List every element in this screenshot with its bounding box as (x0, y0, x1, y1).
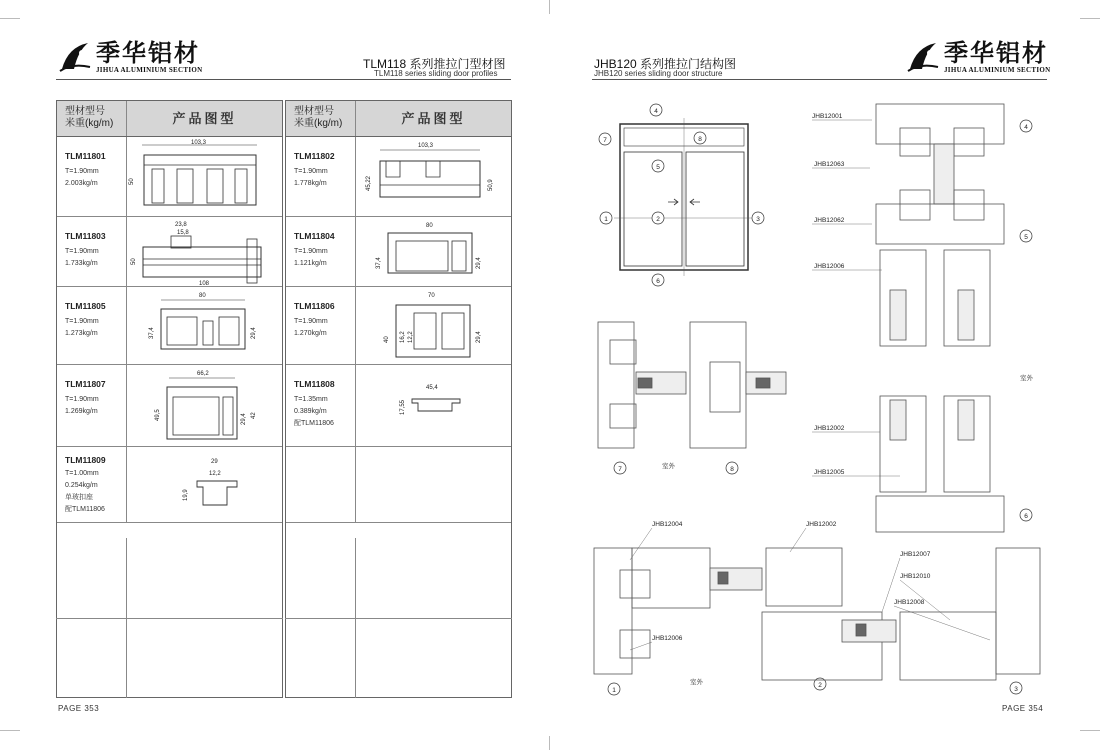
section-1-2-3 (594, 548, 1040, 680)
brand-name-cn: 季华铝材 (96, 39, 200, 67)
profile-thickness: T=1.00mm (65, 470, 99, 477)
dim-label: 12,2 (408, 331, 414, 343)
dim-label: 16,2 (400, 331, 406, 343)
profile-weight: 0.254kg/m (65, 482, 98, 489)
profile-thickness: T=1.90mm (65, 396, 99, 403)
profile-weight: 1.121kg/m (294, 260, 327, 267)
dim-label: 66,2 (197, 371, 209, 377)
section-7-8 (598, 322, 786, 448)
column-divider (355, 538, 356, 698)
dim-label: 49,5 (155, 409, 161, 421)
table-row (57, 217, 282, 287)
part-label: JHB12002 (814, 425, 845, 432)
row-divider (285, 618, 512, 619)
crop-mark (549, 0, 550, 14)
profile-code: TLM11807 (65, 379, 106, 389)
profile-drawing (356, 365, 512, 447)
part-label: JHB12001 (812, 113, 843, 120)
dim-label: 23,8 (175, 222, 187, 228)
table-row (286, 365, 511, 447)
dim-label: 12,2 (209, 471, 221, 477)
crop-mark (1080, 730, 1100, 731)
brand-mark-icon (58, 41, 92, 73)
marker-label: 8 (698, 136, 702, 143)
profile-code: TLM11806 (294, 301, 335, 311)
part-label: JHB12063 (814, 161, 845, 168)
part-label: JHB12010 (900, 573, 931, 580)
marker-label: 6 (656, 278, 660, 285)
marker-label: 5 (1024, 234, 1028, 241)
marker-label: 8 (730, 466, 734, 473)
header-rule (56, 79, 511, 80)
dim-label: 40 (384, 336, 390, 343)
right-page (550, 0, 1100, 750)
marker-label: 7 (603, 137, 607, 144)
page-title: TLM118 系列推拉门型材图 (363, 57, 506, 71)
table-row (57, 447, 282, 523)
brand-name-en: JIHUA ALUMINIUM SECTION (96, 66, 203, 74)
dim-label: 17,55 (400, 399, 406, 415)
part-label: JHB12008 (894, 599, 925, 606)
profile-weight: 1.778kg/m (294, 180, 327, 187)
crop-mark (0, 730, 20, 731)
profile-thickness: T=1.90mm (65, 318, 99, 325)
profile-code: TLM11802 (294, 151, 335, 161)
table-row (286, 447, 511, 523)
header-weight-label: 米重(kg/m) (65, 118, 114, 129)
profile-drawing (127, 137, 283, 217)
dim-label: 108 (199, 281, 210, 287)
marker-label: 3 (1014, 686, 1018, 693)
part-label: JHB12006 (652, 635, 683, 642)
profile-weight: 1.269kg/m (65, 408, 98, 415)
part-label: JHB12002 (806, 521, 837, 528)
profile-weight: 1.270kg/m (294, 330, 327, 337)
table-header (286, 101, 511, 137)
header-figure-label: 产品图型 (172, 111, 237, 126)
marker-label: 6 (1024, 513, 1028, 520)
dim-label: 103,3 (191, 140, 207, 146)
door-elevation (614, 118, 754, 276)
part-label: JHB12006 (814, 263, 845, 270)
marker-label: 1 (604, 216, 608, 223)
profile-weight: 1.733kg/m (65, 260, 98, 267)
marker-label: 2 (656, 216, 660, 223)
profile-thickness: T=1.90mm (294, 318, 328, 325)
header-model-label: 型材型号 (65, 106, 105, 117)
dim-label: 50,9 (488, 179, 494, 191)
dim-label: 80 (199, 293, 206, 299)
dim-label: 29 (211, 459, 218, 465)
profile-note: 单玻扣座 (65, 494, 93, 501)
marker-label: 2 (818, 682, 822, 689)
dim-label: 37,4 (149, 327, 155, 339)
section-4-5-6 (876, 104, 1004, 532)
table-row (286, 137, 511, 217)
page-subtitle: TLM118 series sliding door profiles (374, 69, 498, 78)
profile-drawing (127, 365, 283, 447)
profile-table-a (56, 100, 283, 698)
column-divider (126, 538, 127, 698)
part-label: JHB12062 (814, 217, 845, 224)
header-weight-label: 米重(kg/m) (294, 118, 343, 129)
marker-label: 4 (654, 108, 658, 115)
table-header (57, 101, 282, 137)
profile-thickness: T=1.90mm (294, 168, 328, 175)
brand-name-cn: 季华铝材 (944, 39, 1048, 67)
marker-label: 1 (612, 687, 616, 694)
profile-thickness: T=1.90mm (294, 248, 328, 255)
profile-drawing (356, 287, 512, 365)
part-label: JHB12007 (900, 551, 931, 558)
dim-label: 29,4 (476, 257, 482, 269)
table-row (57, 365, 282, 447)
profile-weight: 1.273kg/m (65, 330, 98, 337)
marker-label: 7 (618, 466, 622, 473)
page-number: PAGE 354 (1002, 704, 1044, 713)
dim-label: 70 (428, 293, 435, 299)
outside-label: 室外 (1020, 375, 1033, 382)
profile-code: TLM11809 (65, 455, 106, 465)
profile-weight: 0.389kg/m (294, 408, 327, 415)
part-label: JHB12005 (814, 469, 845, 476)
dim-label: 19,9 (183, 489, 189, 501)
dim-label: 50 (131, 258, 137, 265)
brand-logo (58, 40, 202, 74)
dim-label: 45,22 (366, 175, 372, 191)
outside-label: 室外 (690, 679, 703, 686)
profile-drawing (356, 137, 512, 217)
part-label: JHB12004 (652, 521, 683, 528)
profile-note: 配TLM11806 (65, 506, 105, 513)
header-figure-label: 产品图型 (401, 111, 466, 126)
page-subtitle: JHB120 series sliding door structure (594, 69, 723, 78)
profile-code: TLM11805 (65, 301, 106, 311)
profile-code: TLM11804 (294, 231, 335, 241)
dim-label: 80 (426, 223, 433, 229)
dim-label: 29,4 (251, 327, 257, 339)
profile-code: TLM11808 (294, 379, 335, 389)
profile-code: TLM11803 (65, 231, 106, 241)
structure-drawing (550, 0, 1100, 700)
dim-label: 45,4 (426, 385, 438, 391)
table-row (57, 287, 282, 365)
outside-label: 室外 (662, 463, 675, 470)
dim-label: 29,4 (241, 413, 247, 425)
crop-mark (1080, 18, 1100, 19)
marker-label: 4 (1024, 124, 1028, 131)
header-model-label: 型材型号 (294, 106, 334, 117)
profile-thickness: T=1.35mm (294, 396, 328, 403)
profile-weight: 2.003kg/m (65, 180, 98, 187)
table-row (57, 137, 282, 217)
dim-label: 15,8 (177, 230, 189, 236)
dim-label: 42 (251, 412, 257, 419)
profile-thickness: T=1.90mm (65, 168, 99, 175)
profile-drawing (127, 217, 283, 287)
page-title: JHB120 系列推拉门结构图 (594, 57, 737, 71)
profile-thickness: T=1.90mm (65, 248, 99, 255)
table-row (286, 217, 511, 287)
page-number: PAGE 353 (58, 704, 100, 713)
dim-label: 103,3 (418, 143, 434, 149)
dim-label: 50 (129, 178, 135, 185)
profile-code: TLM11801 (65, 151, 106, 161)
table-row (286, 287, 511, 365)
dim-label: 37,4 (376, 257, 382, 269)
profile-drawing (356, 217, 512, 287)
marker-label: 3 (756, 216, 760, 223)
profile-drawing (127, 447, 283, 523)
crop-mark (0, 18, 20, 19)
marker-label: 5 (656, 164, 660, 171)
row-divider (56, 618, 283, 619)
profile-drawing (127, 287, 283, 365)
dim-label: 29,4 (476, 331, 482, 343)
profile-table-b (285, 100, 512, 698)
brand-name-en: JIHUA ALUMINIUM SECTION (944, 66, 1051, 74)
profile-note: 配TLM11806 (294, 420, 334, 427)
crop-mark (549, 736, 550, 750)
